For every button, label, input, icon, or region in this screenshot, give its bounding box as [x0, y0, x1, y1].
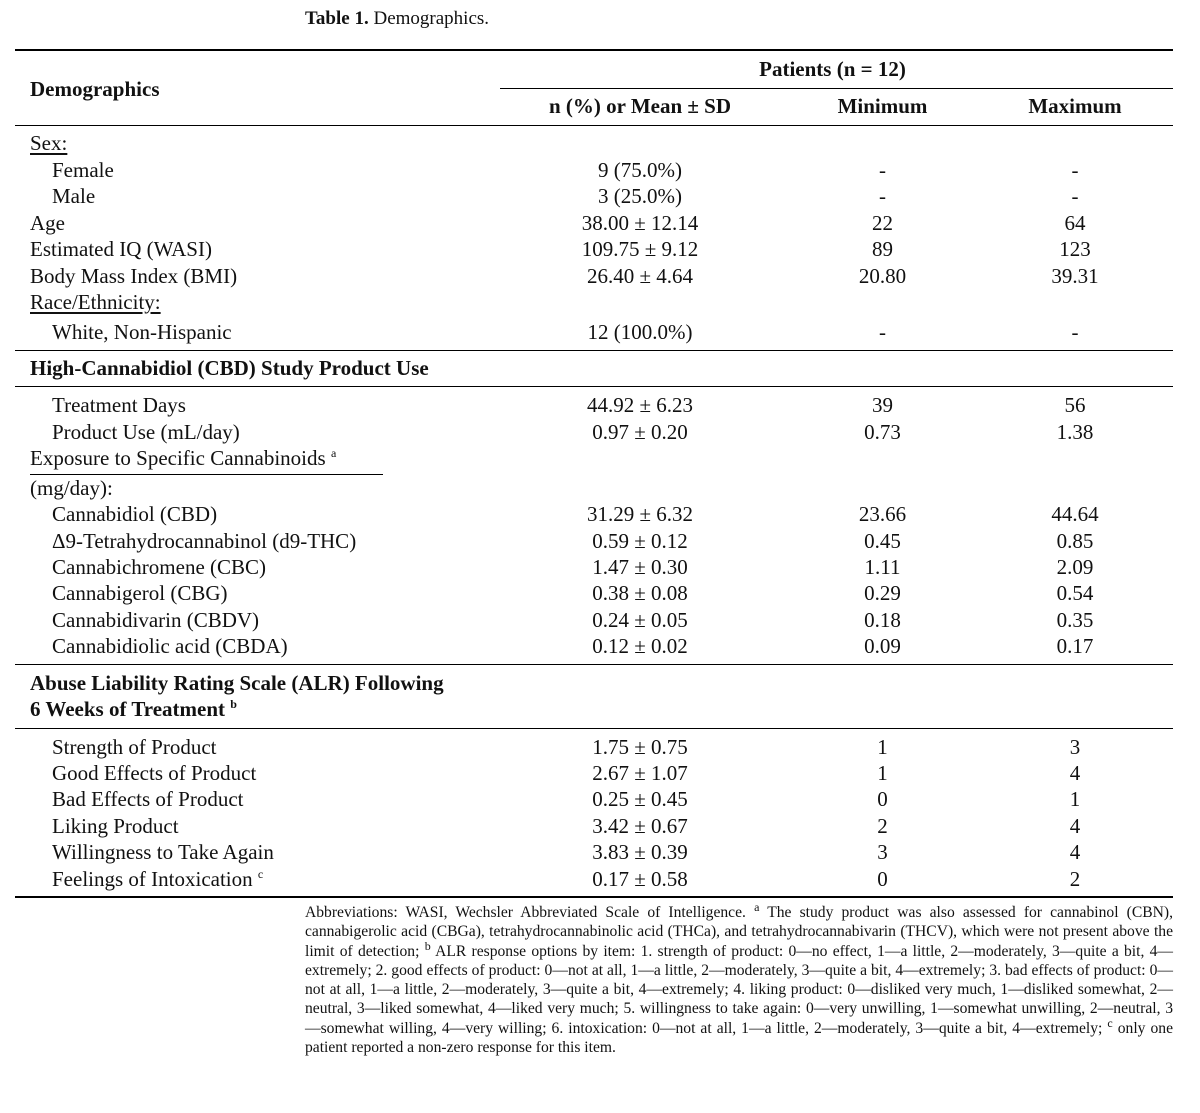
cell-max: 64 — [1064, 211, 1086, 235]
cell-min: 22 — [872, 211, 893, 235]
row-label: Race/Ethnicity: — [30, 290, 161, 314]
cell-max: 1.38 — [1056, 420, 1094, 444]
caption-label: Table 1. — [305, 8, 369, 29]
intoxication-label: Feelings of Intoxication — [52, 867, 253, 891]
cell-min: 89 — [872, 237, 893, 261]
caption-text: Demographics. — [373, 8, 490, 29]
footnote-abbreviations: Abbreviations: WASI, Wechsler Abbreviated Scale of Intelligence. — [305, 904, 746, 921]
table-row — [0, 319, 1200, 345]
cell-min: 1 — [877, 761, 888, 785]
table-row — [0, 263, 1200, 289]
row-label — [30, 445, 336, 471]
cell-min: 0.18 — [864, 608, 901, 632]
exposure-label: Exposure to Specific Cannabinoids — [30, 446, 326, 470]
cell-max: 0.17 — [1056, 634, 1094, 658]
alr-heading-text: 6 Weeks of Treatment — [30, 697, 226, 721]
group-underline — [500, 88, 1173, 89]
row-label: Age — [30, 211, 65, 235]
cell-min: 0.45 — [864, 529, 901, 553]
cell-mean: 1.47 ± 0.30 — [592, 555, 688, 579]
cell-max: 44.64 — [1051, 502, 1099, 526]
table-row — [0, 210, 1200, 236]
cell-mean: 3.83 ± 0.39 — [592, 840, 688, 864]
cell-max: 2.09 — [1056, 555, 1094, 579]
footnote-sup-a: a — [754, 899, 760, 914]
table-row — [0, 580, 1200, 606]
table-row — [0, 183, 1200, 209]
cell-min: 20.80 — [858, 264, 907, 288]
footnote-c-text: only one patient reported a non-zero response for this item. — [305, 1019, 1173, 1057]
table-row — [0, 528, 1200, 554]
cell-mean: 31.29 ± 6.32 — [586, 502, 694, 526]
cell-mean: 44.92 ± 6.23 — [586, 393, 694, 417]
row-label: Male — [52, 184, 96, 208]
cell-min: 0.09 — [864, 634, 901, 658]
section-rule — [15, 386, 1173, 387]
table-row — [0, 554, 1200, 580]
row-label: Body Mass Index (BMI) — [30, 264, 238, 288]
row-label: Product Use (mL/day) — [52, 420, 240, 444]
row-label: Cannabichromene (CBC) — [52, 555, 267, 579]
row-label: Cannabigerol (CBG) — [52, 581, 228, 605]
row-label: Sex: — [30, 131, 68, 155]
row-label: Cannabidivarin (CBDV) — [52, 608, 260, 632]
table-row — [0, 866, 1200, 892]
cell-max: 0.35 — [1056, 608, 1094, 632]
row-label: Bad Effects of Product — [52, 787, 244, 811]
cell-mean: 109.75 ± 9.12 — [581, 237, 699, 261]
cell-mean: 0.38 ± 0.08 — [592, 581, 688, 605]
cell-min: 2 — [877, 814, 888, 838]
row-label: Treatment Days — [52, 393, 186, 417]
column-header-minimum: Minimum — [837, 94, 928, 118]
row-label: Cannabidiol (CBD) — [52, 502, 218, 526]
row-label: Estimated IQ (WASI) — [30, 237, 212, 261]
row-label: Δ9-Tetrahydrocannabinol (d9-THC) — [52, 529, 357, 553]
table-row — [0, 633, 1200, 659]
cell-mean: 1.75 ± 0.75 — [592, 735, 688, 759]
cell-max: - — [1071, 158, 1079, 182]
footnote-sup-b: b — [424, 938, 431, 953]
cell-mean: 0.24 ± 0.05 — [592, 608, 688, 632]
section-heading-cbd: High-Cannabidiol (CBD) Study Product Use — [30, 356, 429, 380]
table-row — [0, 130, 1200, 156]
row-label: Liking Product — [52, 814, 179, 838]
footnote-a-text: The study product was also assessed for cannabinol (CBN), cannabigerolic acid (CBGa), tetrahydrocannabinolic acid (THCa), and tetrahydrocannabivarin (THCV), which were not present above the limit of detection; — [305, 904, 1173, 960]
cell-mean: 3.42 ± 0.67 — [592, 814, 688, 838]
table-row — [0, 419, 1200, 445]
table-row — [0, 289, 1200, 315]
cell-max: 2 — [1069, 867, 1081, 891]
section-heading-row — [0, 670, 1200, 696]
cell-min: 0 — [877, 787, 888, 811]
cell-max: 39.31 — [1051, 264, 1099, 288]
cell-mean: 0.97 ± 0.20 — [592, 420, 688, 444]
cell-min: 1 — [877, 735, 888, 759]
cell-max: 123 — [1059, 237, 1091, 261]
cell-min: 0.73 — [864, 420, 901, 444]
table-row — [0, 392, 1200, 418]
cell-mean: 3 (25.0%) — [598, 184, 682, 208]
table-row — [0, 839, 1200, 865]
row-label: Willingness to Take Again — [52, 840, 274, 864]
cell-min: - — [879, 158, 886, 182]
cell-max: 56 — [1064, 393, 1086, 417]
cell-mean: 26.40 ± 4.64 — [586, 264, 694, 288]
table-row — [0, 760, 1200, 786]
bottom-rule — [15, 896, 1173, 898]
cell-max: 0.85 — [1056, 529, 1094, 553]
cell-max: 4 — [1069, 840, 1081, 864]
cell-max: 0.54 — [1056, 581, 1094, 605]
table-row — [0, 734, 1200, 760]
row-label — [52, 866, 263, 892]
table-row — [0, 445, 1200, 471]
section-heading-row — [0, 696, 1200, 722]
section-rule — [15, 664, 1173, 665]
table-caption — [305, 8, 489, 30]
cell-mean: 12 (100.0%) — [587, 320, 693, 344]
cell-max: 3 — [1069, 735, 1081, 759]
cell-min: 23.66 — [858, 502, 907, 526]
table-footnote — [305, 899, 1173, 1057]
table-row — [0, 475, 1200, 501]
section-rule — [15, 350, 1173, 351]
cell-min: 0.29 — [864, 581, 901, 605]
cell-min: - — [879, 184, 886, 208]
table-row — [0, 501, 1200, 527]
cell-max: 4 — [1069, 761, 1081, 785]
cell-min: - — [879, 320, 886, 344]
cell-min: 1.11 — [864, 555, 901, 579]
table-row — [0, 607, 1200, 633]
cell-mean: 38.00 ± 12.14 — [581, 211, 699, 235]
footnote-sup-c: c — [1107, 1015, 1113, 1030]
cell-max: 4 — [1069, 814, 1081, 838]
cell-min: 0 — [877, 867, 888, 891]
cell-mean: 9 (75.0%) — [598, 158, 682, 182]
row-header-demographics: Demographics — [30, 77, 160, 101]
row-label: Cannabidiolic acid (CBDA) — [52, 634, 288, 658]
footnote-b-text: ALR response options by item: 1. strength of product: 0—no effect, 1—a little, 2—moderately, 3—quite a bit, 4—extremely; 2. good effects of product: 0—not at all, 1—a little, 2—moderately, 3—quite a bit, 4—extremely; 3. bad effects of product: 0—not at all, 1—a little, 2—moderately, 3—quite a bit, 4—extremely; 4. liking product: 0—disliked very much, 1—disliked somewhat, 2—neutral, 3—liked somewhat, 4—liked very much; 5. willingness to take again: 0—very unwilling, 1—somewhat unwilling, 2—neutral, 3—somewhat willing, 4—very willing; 6. intoxication: 0—not at all, 1—a little, 2—moderately, 3—quite a bit, 4—extremely; — [305, 942, 1173, 1037]
section-heading-row — [0, 355, 1200, 381]
table-row — [0, 813, 1200, 839]
section-rule — [15, 728, 1173, 729]
row-label: Strength of Product — [52, 735, 217, 759]
table-row — [0, 157, 1200, 183]
footnote-marker-b: b — [230, 697, 237, 711]
cell-min: 3 — [877, 840, 888, 864]
cell-mean: 0.12 ± 0.02 — [592, 634, 688, 658]
row-label: (mg/day): — [30, 476, 113, 500]
section-heading-alr-line2 — [30, 696, 237, 722]
table-row — [0, 786, 1200, 812]
cell-mean: 0.25 ± 0.45 — [592, 787, 688, 811]
column-header-maximum: Maximum — [1028, 94, 1122, 118]
section-heading-alr: Abuse Liability Rating Scale (ALR) Following — [30, 671, 444, 695]
patients-group-header: Patients (n = 12) — [759, 57, 906, 81]
header-rule — [15, 125, 1173, 126]
cell-mean: 0.59 ± 0.12 — [592, 529, 688, 553]
cell-max: - — [1071, 184, 1079, 208]
row-label: White, Non-Hispanic — [52, 320, 232, 344]
cell-mean: 0.17 ± 0.58 — [592, 867, 688, 891]
top-rule — [15, 49, 1173, 51]
footnote-marker-c: c — [257, 867, 264, 881]
row-label: Female — [52, 158, 114, 182]
cell-max: 1 — [1069, 787, 1081, 811]
table-row — [0, 236, 1200, 262]
cell-mean: 2.67 ± 1.07 — [592, 761, 688, 785]
row-label: Good Effects of Product — [52, 761, 257, 785]
cell-max: - — [1071, 320, 1079, 344]
footnote-marker-a: a — [330, 446, 337, 460]
cell-min: 39 — [872, 393, 893, 417]
column-header-mean: n (%) or Mean ± SD — [548, 94, 732, 118]
